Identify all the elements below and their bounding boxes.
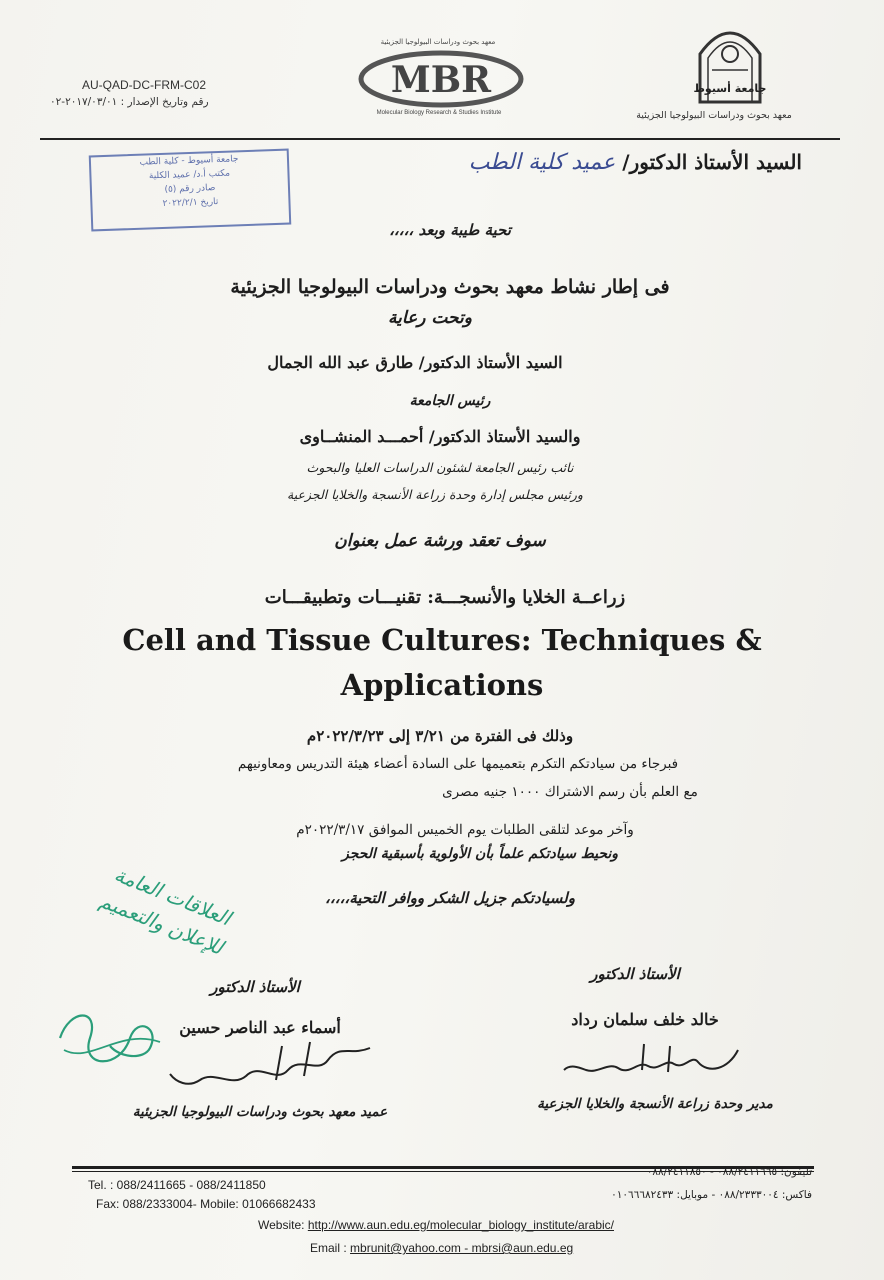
patron1-name: السيد الأستاذ الدكتور/ طارق عبد الله الجمال [267, 353, 563, 372]
institute-logo [356, 48, 526, 110]
university-institute-name: معهد بحوث ودراسات البيولوجيا الجزيئية [636, 110, 792, 121]
website-link[interactable]: http://www.aun.edu.eg/molecular_biology_institute/arabic/ [307, 1218, 614, 1232]
issue-date-label: رقم وتاريخ الإصدار : ٢٠١٧/٠٣/٠١-٠٢ [50, 96, 209, 108]
footer-fax-ar: فاكس: ٠٨٨/٢٣٣٣٠٠٤ - موبايل: ٠١٠٦٦٦٨٢٤٣٣ [611, 1189, 812, 1201]
stamp-line: صادر رقم (٥) [164, 183, 216, 195]
fee-note: مع العلم بأن رسم الاشتراك ١٠٠٠ جنيه مصرى [442, 784, 698, 800]
stamp-line: تاريخ ٢٠٢٢/٢/١ [162, 197, 219, 209]
left-signature [160, 1036, 380, 1092]
patron2-name: والسيد الأستاذ الدكتور/ أحمـــد المنشــاوى [299, 427, 581, 446]
stamp-line: جامعة أسيوط - كلية الطب [139, 154, 239, 168]
intro-line: فى إطار نشاط معهد بحوث ودراسات البيولوجيا الجزيئية [230, 276, 670, 298]
right-signatory-position: مدير وحدة زراعة الأنسجة والخلايا الجزعية [537, 1096, 773, 1112]
patron1-title: رئيس الجامعة [409, 393, 491, 409]
workshop-title-en: Cell and Tissue Cultures: Techniques & Applications [122, 623, 762, 702]
left-signatory-title: الأستاذ الدكتور [210, 978, 300, 996]
closing: ولسيادتكم جزيل الشكر ووافر التحية،،،،، [325, 889, 575, 907]
period: وذلك فى الفترة من ٣/٢١ إلى ٢٠٢٢/٣/٢٣م [306, 727, 574, 745]
right-signatory-name: خالد خلف سلمان رداد [571, 1010, 719, 1029]
salutation-handwritten: عميد كلية الطب [468, 150, 616, 175]
patron2-title2: ورئيس مجلس إدارة وحدة زراعة الأنسجة والخلايا الجزعية [287, 487, 583, 502]
left-signatory-position: عميد معهد بحوث ودراسات البيولوجيا الجزيئية [132, 1104, 388, 1120]
university-logo [690, 18, 770, 104]
under-patronage: وتحت رعاية [388, 308, 472, 328]
request: فبرجاء من سيادتكم التكرم بتعميمها على السادة أعضاء هيئة التدريس ومعاونيهم [237, 756, 679, 772]
greeting: تحية طيبة وبعد ،،،،، [389, 221, 511, 239]
website-label: Website: [258, 1218, 305, 1232]
patron2-title1: نائب رئيس الجامعة لشئون الدراسات العليا والبحوث [306, 460, 574, 475]
workshop-intro: سوف تعقد ورشة عمل بعنوان [334, 531, 546, 551]
handwritten-annotation: العلاقات العامة للإعلان والتعميم [96, 861, 235, 960]
header-divider [40, 138, 840, 140]
left-signatory-name: أسماء عبد الناصر حسين [179, 1018, 341, 1037]
footer-tel-ar: تليفون: ٠٨٨/٢٤١١٦٦٥ - ٠٨٨/٢٤١١٨٥٠ [646, 1166, 812, 1178]
incoming-stamp [89, 149, 292, 232]
email-link[interactable]: mbrunit@yahoo.com - mbrsi@aun.edu.eg [350, 1241, 574, 1255]
footer-website [258, 1218, 614, 1232]
salutation-text: السيد الأستاذ الدكتور/ [622, 150, 802, 174]
university-logo-text: جامعة أسيوط [693, 82, 767, 95]
email-label: Email : [310, 1241, 347, 1255]
right-signatory-title: الأستاذ الدكتور [590, 965, 680, 983]
stamp-line: مكتب أ.د/ عميد الكلية [148, 168, 231, 182]
footer-fax-en: Fax: 088/2333004- Mobile: 01066682433 [96, 1197, 316, 1211]
footer-tel-en: Tel. : 088/2411665 - 088/2411850 [88, 1178, 266, 1192]
logo-letters: MBR [390, 59, 492, 101]
right-signature [558, 1040, 748, 1084]
workshop-title-ar: زراعــة الخلايا والأنسجـــة: تقنيـــات وتطبيقـــات [264, 587, 626, 608]
institute-name-en: Molecular Biology Research & Studies Institute [376, 110, 502, 116]
form-code: AU-QAD-DC-FRM-C02 [82, 78, 206, 92]
deadline: وآخر موعد لتلقى الطلبات يوم الخميس الموافق ٢٠٢٢/٣/١٧م [296, 822, 634, 838]
footer-email [310, 1241, 573, 1255]
institute-name-ar-small: معهد بحوث ودراسات البيولوجيا الجزيئية [380, 38, 496, 46]
salutation [469, 150, 802, 175]
priority-note: ونحيط سيادتكم علماً بأن الأولوية بأسبقية الحجز [341, 846, 619, 862]
